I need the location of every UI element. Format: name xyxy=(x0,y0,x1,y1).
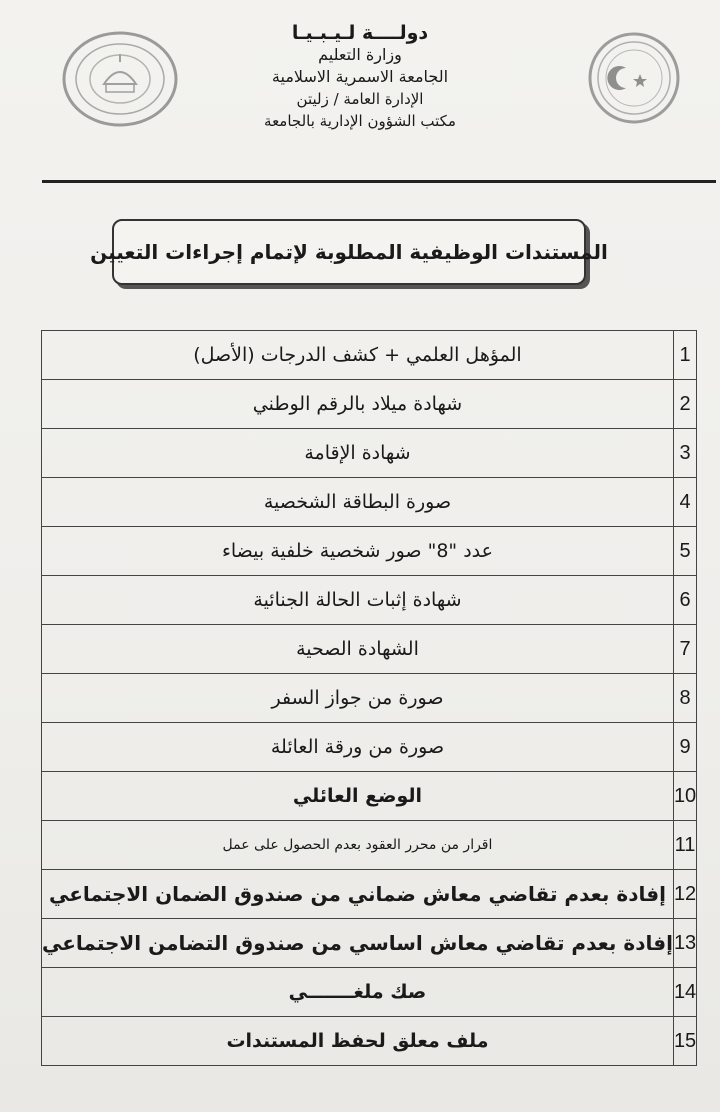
table-row xyxy=(42,527,697,576)
office-name: مكتب الشؤون الإدارية بالجامعة xyxy=(264,112,456,130)
document-name: الشهادة الصحية xyxy=(42,625,674,674)
table-row xyxy=(42,331,697,380)
table-row xyxy=(42,429,697,478)
administration-name: الإدارة العامة / زليتن xyxy=(296,90,424,108)
table-row xyxy=(42,968,697,1017)
country-name: دولــــة لـيـبـيـا xyxy=(291,22,429,44)
table-row xyxy=(42,380,697,429)
university-name: الجامعة الاسمرية الاسلامية xyxy=(271,67,449,86)
document-name: شهادة الإقامة xyxy=(42,429,674,478)
document-title-box xyxy=(90,219,608,285)
document-name: ملف معلق لحفظ المستندات xyxy=(42,1017,674,1066)
row-number: 10 xyxy=(673,772,696,821)
row-number: 15 xyxy=(673,1017,696,1066)
document-name: صورة البطاقة الشخصية xyxy=(42,478,674,527)
row-number: 7 xyxy=(673,625,696,674)
document-name: اقرار من محرر العقود بعدم الحصول على عمل xyxy=(42,821,674,870)
table-row xyxy=(42,821,697,870)
row-number: 12 xyxy=(673,870,696,919)
header-divider xyxy=(42,180,716,183)
row-number: 2 xyxy=(673,380,696,429)
document-name: إفادة بعدم تقاضي معاش ضماني من صندوق الضمان الاجتماعي xyxy=(42,870,674,919)
state-emblem xyxy=(586,30,682,126)
table-row xyxy=(42,723,697,772)
row-number: 1 xyxy=(673,331,696,380)
row-number: 6 xyxy=(673,576,696,625)
row-number: 4 xyxy=(673,478,696,527)
row-number: 14 xyxy=(673,968,696,1017)
row-number: 8 xyxy=(673,674,696,723)
document-name: الوضع العائلي xyxy=(42,772,674,821)
university-seal xyxy=(60,30,180,128)
table-row xyxy=(42,919,697,968)
document-name: شهادة إثبات الحالة الجنائية xyxy=(42,576,674,625)
row-number: 13 xyxy=(673,919,696,968)
document-name: صك ملغـــــــي xyxy=(42,968,674,1017)
row-number: 5 xyxy=(673,527,696,576)
table-row xyxy=(42,576,697,625)
required-documents-table xyxy=(41,330,697,1066)
table-row xyxy=(42,1017,697,1066)
table-row xyxy=(42,625,697,674)
document-title: المستندات الوظيفية المطلوبة لإتمام إجراءات التعيين xyxy=(90,240,608,264)
row-number: 3 xyxy=(673,429,696,478)
row-number: 11 xyxy=(673,821,696,870)
table-row xyxy=(42,870,697,919)
table-row xyxy=(42,478,697,527)
document-name: المؤهل العلمي + كشف الدرجات (الأصل) xyxy=(42,331,674,380)
ministry-name: وزارة التعليم xyxy=(318,45,402,64)
table-row xyxy=(42,674,697,723)
document-name: شهادة ميلاد بالرقم الوطني xyxy=(42,380,674,429)
document-name: عدد "8" صور شخصية خلفية بيضاء xyxy=(42,527,674,576)
table-row xyxy=(42,772,697,821)
letterhead xyxy=(180,22,540,132)
document-name: إفادة بعدم تقاضي معاش اساسي من صندوق التضامن الاجتماعي xyxy=(42,919,674,968)
document-name: صورة من ورقة العائلة xyxy=(42,723,674,772)
document-name: صورة من جواز السفر xyxy=(42,674,674,723)
row-number: 9 xyxy=(673,723,696,772)
